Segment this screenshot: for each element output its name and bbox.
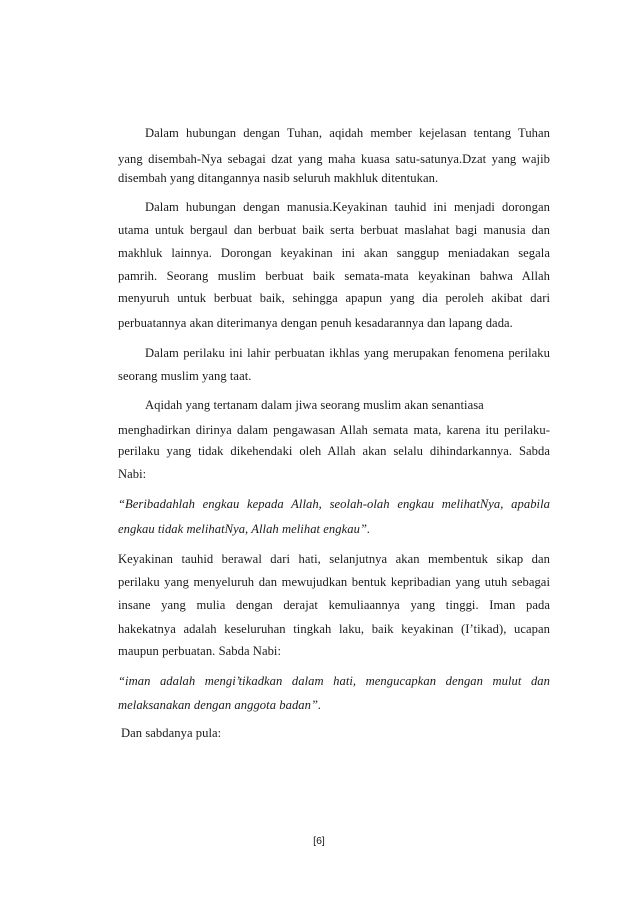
paragraph-1-line-2: yang disembah-Nya sebagai dzat yang maha kuasa satu-satunya.Dzat yang wajib — [118, 152, 550, 166]
quote-2-line-2: melaksanakan dengan anggota badan”. — [118, 698, 322, 712]
paragraph-6-line-1: Dan sabdanya pula: — [121, 726, 222, 740]
paragraph-5-line-2: perilaku yang menyeluruh dan mewujudkan bentuk kepribadian yang utuh sebagai — [118, 575, 550, 589]
quote-1-line-1: “Beribadahlah engkau kepada Allah, seolah-olah engkau melihatNya, apabila — [118, 497, 550, 511]
page-number: [6] — [313, 835, 325, 847]
paragraph-5-line-4: hakekatnya adalah keseluruhan tingkah laku, baik keyakinan (I’tikad), ucapan — [118, 622, 550, 636]
paragraph-2-line-5: menyuruh untuk berbuat baik, sehingga apapun yang dia peroleh akibat dari — [118, 291, 550, 305]
paragraph-4-line-3: perilaku yang tidak dikehendaki oleh Allah akan selalu dihindarkannya. Sabda — [118, 444, 550, 458]
paragraph-2-line-1: Dalam hubungan dengan manusia.Keyakinan tauhid ini menjadi dorongan — [145, 200, 550, 214]
paragraph-1-line-3: disembah yang ditangannya nasib seluruh makhluk ditentukan. — [118, 171, 439, 185]
paragraph-5-line-3: insane yang mulia dengan derajat kemuliaannya yang tinggi. Iman pada — [118, 598, 550, 612]
paragraph-2-line-4: pamrih. Seorang muslim berbuat baik semata-mata keyakinan bahwa Allah — [118, 269, 550, 283]
paragraph-3-line-1: Dalam perilaku ini lahir perbuatan ikhlas yang merupakan fenomena perilaku — [145, 346, 550, 360]
paragraph-2-line-2: utama untuk bergaul dan berbuat baik serta berbuat maslahat bagi manusia dan — [118, 223, 550, 237]
paragraph-2-line-6: perbuatannya akan diterimanya dengan penuh kesadarannya dan lapang dada. — [118, 316, 513, 330]
paragraph-5-line-1: Keyakinan tauhid berawal dari hati, selanjutnya akan membentuk sikap dan — [118, 552, 550, 566]
paragraph-4-line-4: Nabi: — [118, 467, 147, 481]
paragraph-5-line-5: maupun perbuatan. Sabda Nabi: — [118, 644, 282, 658]
paragraph-2-line-3: makhluk lainnya. Dorongan keyakinan ini akan sanggup meniadakan segala — [118, 246, 550, 260]
paragraph-4-line-1: Aqidah yang tertanam dalam jiwa seorang muslim akan senantiasa — [145, 398, 484, 412]
quote-2-line-1: “iman adalah mengi’tikadkan dalam hati, mengucapkan dengan mulut dan — [118, 674, 550, 688]
paragraph-4-line-2: menghadirkan dirinya dalam pengawasan Allah semata mata, karena itu perilaku- — [118, 423, 550, 437]
paragraph-3-line-2: seorang muslim yang taat. — [118, 369, 252, 383]
paragraph-1-line-1: Dalam hubungan dengan Tuhan, aqidah member kejelasan tentang Tuhan — [145, 126, 550, 140]
quote-1-line-2: engkau tidak melihatNya, Allah melihat engkau”. — [118, 522, 371, 536]
